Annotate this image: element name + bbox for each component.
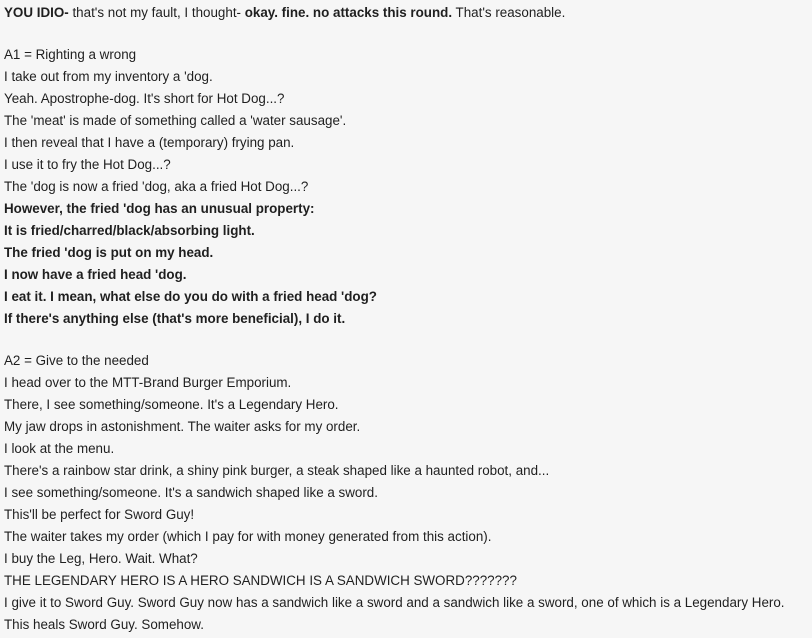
a1-line: Yeah. Apostrophe-dog. It's short for Hot Dog...? [4, 91, 285, 106]
a2-line: The waiter takes my order (which I pay for with money generated from this action). [4, 529, 492, 544]
a1-bold-line: I now have a fried head 'dog. [4, 267, 187, 282]
spacer [4, 330, 812, 350]
a1-bold-line: If there's anything else (that's more beneficial), I do it. [4, 311, 346, 326]
intro-shout: YOU IDIO- [4, 5, 69, 20]
a2-line: There, I see something/someone. It's a Legendary Hero. [4, 397, 339, 412]
a2-line: I buy the Leg, Hero. Wait. What? [4, 551, 198, 566]
a2-line: There's a rainbow star drink, a shiny pink burger, a steak shaped like a haunted robot, and... [4, 463, 550, 478]
a2-line: My jaw drops in astonishment. The waiter asks for my order. [4, 419, 361, 434]
a2-line: This'll be perfect for Sword Guy! [4, 507, 195, 522]
a2-line: This heals Sword Guy. Somehow. [4, 617, 204, 632]
a1-bold-line: The fried 'dog is put on my head. [4, 245, 214, 260]
spacer [4, 24, 812, 44]
intro-line [4, 2, 812, 24]
a2-line: I see something/someone. It's a sandwich shaped like a sword. [4, 485, 378, 500]
a1-line: The 'dog is now a fried 'dog, aka a fried Hot Dog...? [4, 179, 309, 194]
intro-decision: okay. fine. no attacks this round. [244, 5, 453, 20]
a1-line: I use it to fry the Hot Dog...? [4, 157, 171, 172]
a1-bold-line: I eat it. I mean, what else do you do with a fried head 'dog? [4, 289, 377, 304]
a1-bold-line: However, the fried 'dog has an unusual property: [4, 201, 315, 216]
a1-heading: A1 = Righting a wrong [4, 47, 137, 62]
a1-line: I take out from my inventory a 'dog. [4, 69, 213, 84]
a1-line: I then reveal that I have a (temporary) frying pan. [4, 135, 295, 150]
a2-heading: A2 = Give to the needed [4, 353, 149, 368]
a2-line: THE LEGENDARY HERO IS A HERO SANDWICH IS A SANDWICH SWORD??????? [4, 573, 517, 588]
a1-bold-line: It is fried/charred/black/absorbing light. [4, 223, 255, 238]
intro-conclusion: That's reasonable. [452, 5, 566, 20]
a2-line: I head over to the MTT-Brand Burger Emporium. [4, 375, 292, 390]
intro-thought: that's not my fault, I thought- [68, 5, 245, 20]
a2-line: I look at the menu. [4, 441, 115, 456]
a1-line: The 'meat' is made of something called a 'water sausage'. [4, 113, 347, 128]
a2-line: I give it to Sword Guy. Sword Guy now has a sandwich like a sword and a sandwich like a sword, one of which is a Legendary Hero. [4, 595, 785, 610]
